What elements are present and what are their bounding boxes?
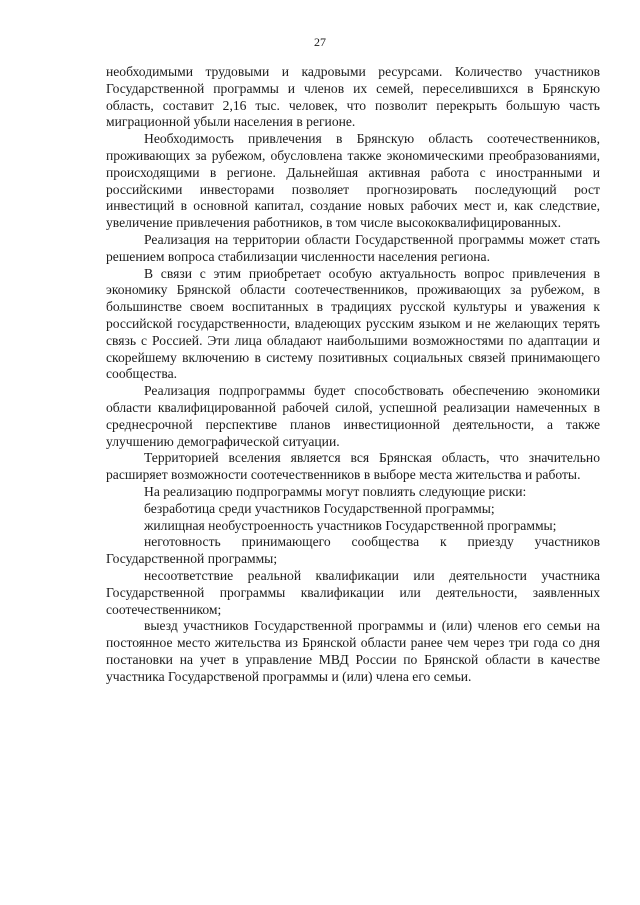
paragraph-subprogram-effect: Реализация подпрограммы будет способствовать обеспечению экономики области квалифицированной рабочей силой, успешной реализации намеченных в среднесрочной перспективе планов инвестиционной деятельности, а также улучшению демографической ситуации.	[106, 383, 600, 449]
risk-item-qualification-mismatch: несоответствие реальной квалификации или деятельности участника Государственной программы квалификации или деятельности, заявленных соотечественником;	[106, 567, 600, 617]
paragraph-continuation: необходимыми трудовыми и кадровыми ресурсами. Количество участников Государственной программы и членов их семей, переселившихся в Брянскую область, составит 2,16 тыс. человек, что позволит перекрыть большую часть миграционной убыли населения в регионе.	[106, 64, 600, 130]
paragraph-risks-intro: На реализацию подпрограммы могут повлиять следующие риски:	[144, 483, 527, 499]
paragraph-compatriots-need: Необходимость привлечения в Брянскую область соотечественников, проживающих за рубежом, обусловлена также экономическими преобразованиями, происходящими в регионе. Дальнейшая активная работа с иностранными и российскими инвесторами позволяет прогнозировать последующий рост инвестиций в основной капитал, создание новых рабочих мест и, как следствие, увеличение привлечения работников, в том числе высококвалифицированных.	[106, 131, 600, 231]
paragraph-relevance: В связи с этим приобретает особую актуальность вопрос привлечения в экономику Брянской области соотечественников, проживающих за рубежом, в большинстве своем воспитанных в традициях русской культуры и уважения к российской государственности, владеющих русским языком и не желающих терять связь с Россией. Эти лица обладают наибольшими возможностями по адаптации и скорейшему включению в систему позитивных социальных связей принимающего сообщества.	[106, 265, 600, 382]
body-text	[106, 64, 600, 685]
risk-item-community-unreadiness: неготовность принимающего сообщества к приезду участников Государственной программы;	[106, 534, 600, 567]
paragraph-program-implementation: Реализация на территории области Государственной программы может стать решением вопроса стабилизации численности населения региона.	[106, 231, 600, 264]
risk-item-unemployment: безработица среди участников Государственной программы;	[144, 500, 495, 516]
risk-item-departure: выезд участников Государственной программы и (или) членов его семьи на постоянное место жительства из Брянской области ранее чем через три года со дня постановки на учет в управление МВД России по Брянской области в качестве участника Государственой программы и (или) члена его семьи.	[106, 618, 600, 684]
page-number: 27	[314, 35, 326, 49]
risk-item-housing: жилищная необустроенность участников Государственной программы;	[144, 517, 557, 533]
paragraph-territory: Территорией вселения является вся Брянская область, что значительно расширяет возможности соотечественников в выборе места жительства и работы.	[106, 450, 600, 483]
